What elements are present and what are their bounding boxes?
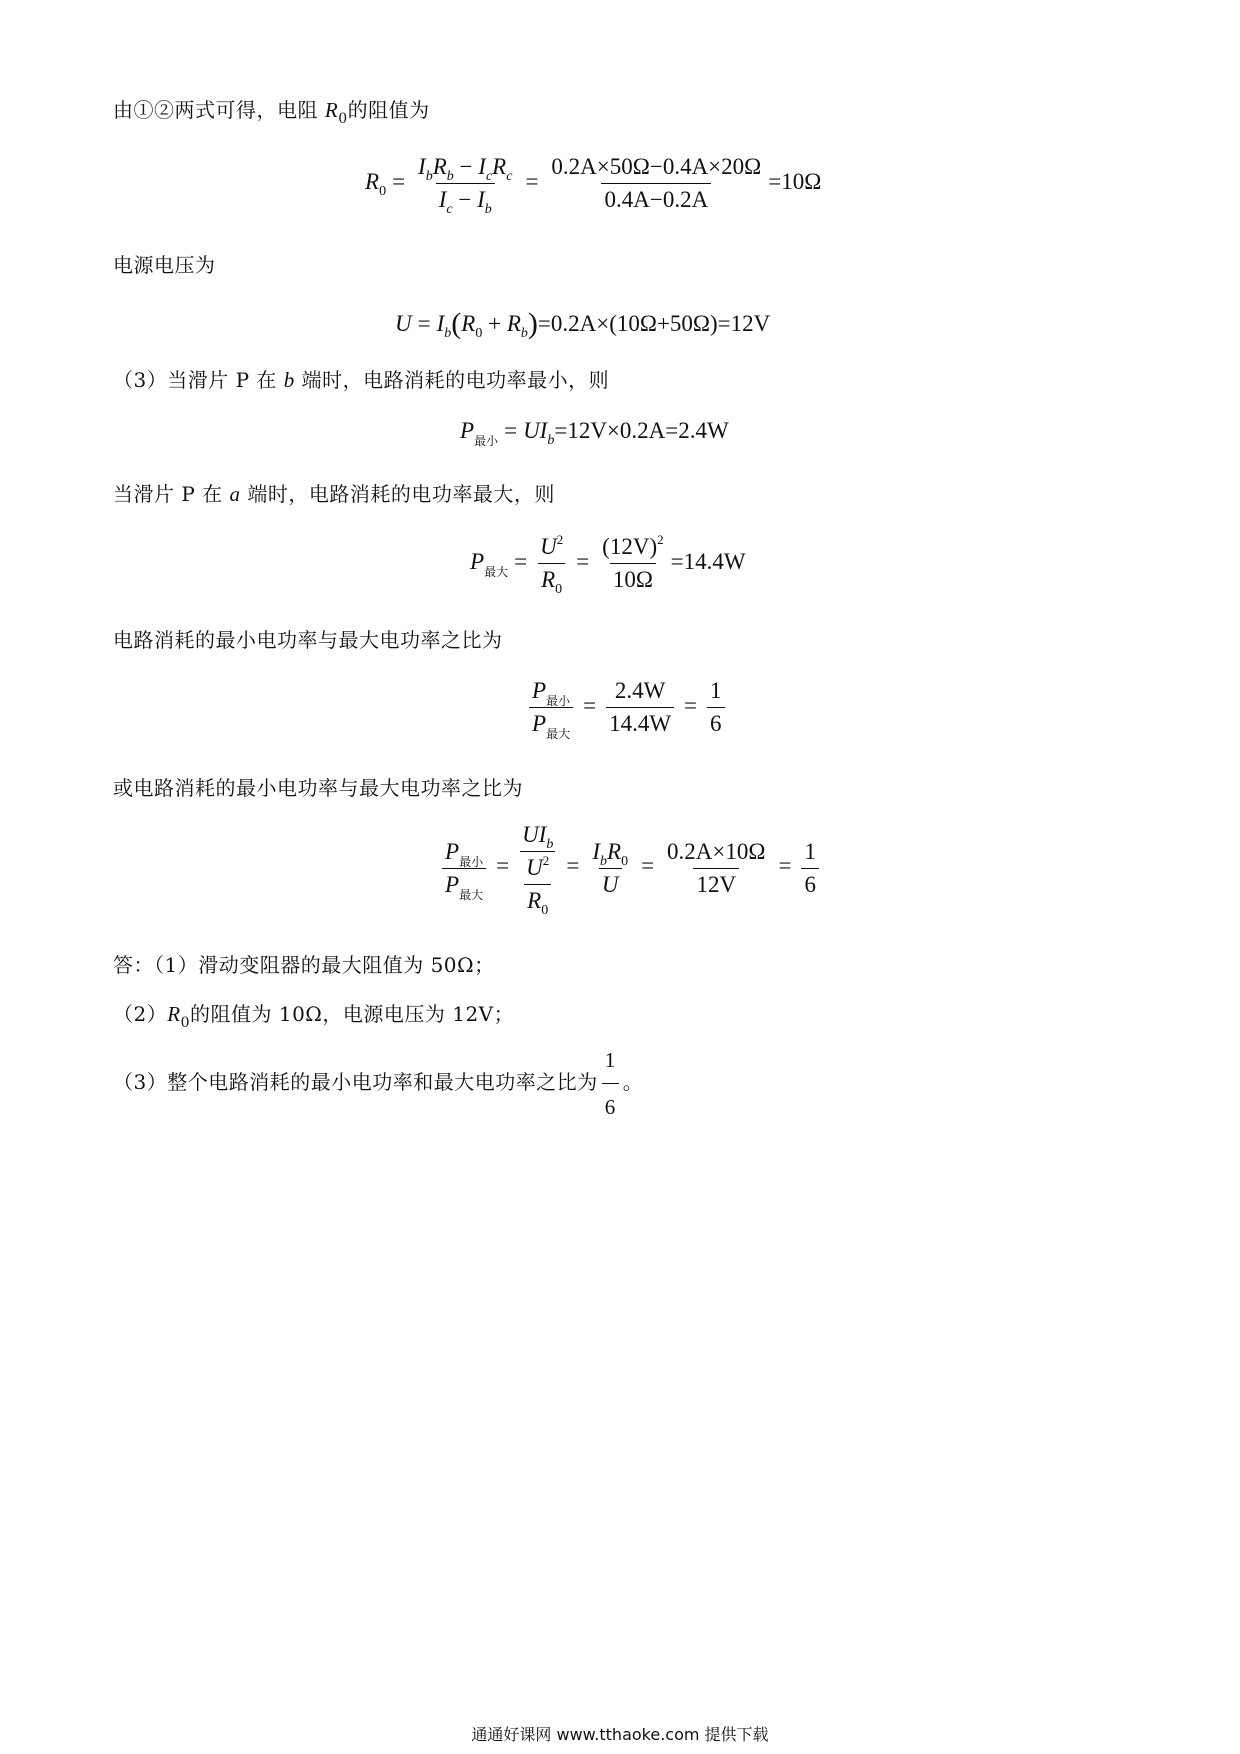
f3-expr: =12V×0.2A=2.4W	[554, 418, 729, 443]
answer-3-num: 1	[604, 1048, 616, 1072]
answer-3-den: 6	[602, 1083, 619, 1127]
f6-num: 0.2A×10Ω	[667, 838, 766, 864]
answer-2-post: 的阻值为 10Ω，电源电压为 12V；	[189, 1002, 515, 1026]
f6-rnum: 1	[804, 838, 816, 864]
text-line-5: 电路消耗的最小电功率与最大电功率之比为	[113, 628, 503, 652]
f1-result: =10Ω	[768, 168, 822, 194]
f5-value-fraction	[606, 678, 674, 737]
line-3-pre: （3）当滑片 P 在	[113, 368, 284, 392]
answer-line-2	[113, 1000, 514, 1031]
f1-numeric-fraction	[548, 154, 764, 213]
f5-label-fraction: $\frac{P_{最小}}{P_{最大}}$	[529, 678, 573, 737]
f5-num: 2.4W	[614, 678, 666, 703]
f5-label-min: 最小	[546, 694, 571, 708]
f6-label-max: 最大	[459, 887, 484, 902]
formula-r0: $R_0$ = $\frac{I_bR_b - I_cR_c}{I_c - I_b}$ = $\frac{0.2A\times 50\Omega-0.4A\times 20\Omega}{0.4A-0.2A}$ =10Ω	[365, 154, 822, 217]
f1-symbolic-fraction: $\frac{I_bR_b - I_cR_c}{I_c - I_b}$	[418, 154, 513, 217]
f5-label-max: 最大	[546, 727, 571, 741]
line-1-sub: 0	[338, 111, 348, 127]
text-line-4	[113, 480, 555, 508]
f1-lhs: R	[365, 168, 380, 194]
f4-den: 10Ω	[610, 563, 656, 593]
f6-result-fraction	[801, 839, 819, 898]
f6-value-fraction	[664, 839, 768, 898]
line-1-post: 的阻值为	[347, 98, 430, 122]
f6-label-fraction: $\frac{P_{最小}}{P_{最大}}$	[442, 839, 486, 898]
f1-lhs-sub: 0	[379, 183, 387, 199]
line-3-var: b	[283, 368, 295, 392]
answer-3-post: 。	[622, 1070, 644, 1094]
f3-label: 最小	[474, 434, 499, 448]
answer-line-1: 答：（1）滑动变阻器的最大阻值为 50Ω；	[113, 953, 495, 977]
f1-den: 0.4A−0.2A	[601, 183, 711, 213]
line-1-pre: 由①②两式可得，电阻	[113, 98, 325, 122]
f6-rden: 6	[801, 868, 819, 898]
formula-pmin: $P_{最小} = UI_b=12V\times 0.2A=2.4W$	[460, 418, 729, 448]
f1-num: 0.2A×50Ω−0.4A×20Ω	[551, 154, 762, 179]
f4-num-base: (12V)	[602, 534, 658, 559]
text-line-1	[113, 96, 430, 127]
f5-rden: 6	[707, 707, 725, 737]
answer-2-var: R	[167, 1002, 181, 1026]
f6-compound-fraction: $\frac{UI_b}{\frac{U^2}{R_0}}$	[522, 822, 554, 918]
f5-rnum: 1	[710, 678, 722, 703]
line-4-var: a	[229, 482, 241, 506]
f4-numeric-fraction	[599, 534, 666, 593]
text-line-6: 或电路消耗的最小电功率与最大电功率之比为	[113, 776, 523, 800]
f6-symbolic-fraction: $\frac{I_bR_0}{U}$	[592, 838, 629, 897]
answer-2-pre: （2）	[113, 1002, 168, 1026]
f4-num-exp: 2	[657, 532, 664, 547]
f4-symbolic-fraction: $\frac{U^2}{R_0}$	[540, 532, 564, 597]
page-footer: 通通好课网 www.tthaoke.com 提供下载	[471, 1725, 769, 1744]
answer-line-3	[113, 1040, 643, 1127]
line-4-post: 端时，电路消耗的电功率最大，则	[240, 482, 555, 506]
f4-result: =14.4W	[670, 548, 746, 574]
f6-label-min: 最小	[459, 854, 484, 869]
answer-3-pre: （3）整个电路消耗的最小电功率和最大电功率之比为	[113, 1070, 598, 1094]
formula-ratio-2: $\frac{P_{最小}}{P_{最大}}$ = $\frac{UI_b}{\frac{U^2}{R_0}}$ = $\frac{I_bR_0}{U}$ = $\frac{0.2A\times 10\Omega}{12V}$ = $\frac{1}{6}$	[438, 822, 823, 914]
f4-label: 最大	[484, 564, 509, 579]
formula-ratio-1: $\frac{P_{最小}}{P_{最大}}$ = $\frac{2.4W}{14.4W}$ = $\frac{1}{6}$	[525, 678, 729, 737]
f6-den: 12V	[693, 868, 739, 898]
formula-voltage: $U = I_b(R_0 + R_b)=0.2A\times(10\Omega+50\Omega)=12V$	[395, 307, 771, 341]
text-line-3	[113, 366, 609, 394]
answer-3-fraction	[602, 1040, 619, 1127]
f5-result-fraction	[707, 678, 725, 737]
text-line-2: 电源电压为	[113, 253, 216, 277]
line-1-var: R	[324, 98, 339, 122]
line-3-post: 端时，电路消耗的电功率最小，则	[294, 368, 610, 392]
answer-2-sub: 0	[180, 1015, 190, 1031]
f2-expr: =0.2A×(10Ω+50Ω)=12V	[537, 311, 771, 336]
formula-pmax: $P_{最大}$ = $\frac{U^2}{R_0}$ = $\frac{(12V)^2}{10\Omega}$ =14.4W	[470, 532, 746, 597]
line-4-pre: 当滑片 P 在	[113, 482, 230, 506]
f5-den: 14.4W	[606, 707, 674, 737]
